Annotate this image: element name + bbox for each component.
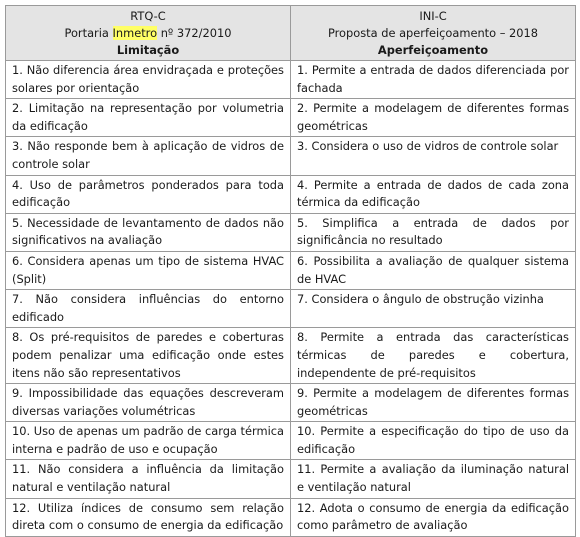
header-left-subtitle-pre: Portaria <box>64 26 113 40</box>
header-left-subtitle-highlight: Inmetro <box>112 26 158 40</box>
improvement-cell: 10. Permite a especificação do tipo de uso da edificação <box>291 422 576 460</box>
limitation-cell: 12. Utiliza índices de consumo sem relação direta com o consumo de energia da edificação <box>6 498 291 536</box>
table-row <box>6 251 576 289</box>
header-right-label: Aperfeiçoamento <box>377 43 489 57</box>
limitation-cell: 7. Não considera influências do entorno edificado <box>6 290 291 328</box>
improvement-cell: 8. Permite a entrada das características térmicas de paredes e cobertura, independente de pré-requisitos <box>291 328 576 384</box>
header-cell-right <box>291 6 576 61</box>
limitation-cell: 2. Limitação na representação por volumetria da edificação <box>6 99 291 137</box>
limitation-cell: 4. Uso de parâmetros ponderados para toda edificação <box>6 175 291 213</box>
improvement-cell: 5. Simplifica a entrada de dados por significância no resultado <box>291 213 576 251</box>
improvement-cell: 9. Permite a modelagem de diferentes formas geométricas <box>291 384 576 422</box>
header-left-subtitle-post: nº 372/2010 <box>157 26 232 40</box>
improvement-cell: 12. Adota o consumo de energia da edificação como parâmetro de avaliação <box>291 498 576 536</box>
improvement-cell: 11. Permite a avaliação da iluminação natural e ventilação natural <box>291 460 576 498</box>
header-left-title: RTQ-C <box>130 9 166 23</box>
table-row <box>6 460 576 498</box>
table-row <box>6 213 576 251</box>
table-row <box>6 422 576 460</box>
comparison-table <box>5 5 576 537</box>
improvement-cell: 3. Considera o uso de vidros de controle solar <box>291 137 576 175</box>
table-row <box>6 498 576 536</box>
limitation-cell: 9. Impossibilidade das equações descreveram diversas variações volumétricas <box>6 384 291 422</box>
table-header-row <box>6 6 576 61</box>
limitation-cell: 6. Considera apenas um tipo de sistema HVAC (Split) <box>6 251 291 289</box>
table-row <box>6 61 576 99</box>
table-row <box>6 328 576 384</box>
table-row <box>6 99 576 137</box>
limitation-cell: 1. Não diferencia área envidraçada e proteções solares por orientação <box>6 61 291 99</box>
limitation-cell: 3. Não responde bem à aplicação de vidros de controle solar <box>6 137 291 175</box>
header-left-subtitle <box>12 25 284 42</box>
header-right-subtitle: Proposta de aperfeiçoamento – 2018 <box>327 26 539 40</box>
table-row <box>6 175 576 213</box>
table-row <box>6 384 576 422</box>
header-cell-left <box>6 6 291 61</box>
limitation-cell: 5. Necessidade de levantamento de dados não significativos na avaliação <box>6 213 291 251</box>
improvement-cell: 4. Permite a entrada de dados de cada zona térmica da edificação <box>291 175 576 213</box>
limitation-cell: 8. Os pré-requisitos de paredes e coberturas podem penalizar uma edificação onde estes itens não são representativos <box>6 328 291 384</box>
limitation-cell: 10. Uso de apenas um padrão de carga térmica interna e padrão de uso e ocupação <box>6 422 291 460</box>
comparison-table-container <box>5 5 575 537</box>
header-right-title: INI-C <box>419 9 447 23</box>
table-row <box>6 137 576 175</box>
improvement-cell: 7. Considera o ângulo de obstrução vizinha <box>291 290 576 328</box>
improvement-cell: 6. Possibilita a avaliação de qualquer sistema de HVAC <box>291 251 576 289</box>
header-left-label: Limitação <box>116 43 180 57</box>
improvement-cell: 2. Permite a modelagem de diferentes formas geométricas <box>291 99 576 137</box>
limitation-cell: 11. Não considera a influência da limitação natural e ventilação natural <box>6 460 291 498</box>
improvement-cell: 1. Permite a entrada de dados diferenciada por fachada <box>291 61 576 99</box>
table-row <box>6 290 576 328</box>
